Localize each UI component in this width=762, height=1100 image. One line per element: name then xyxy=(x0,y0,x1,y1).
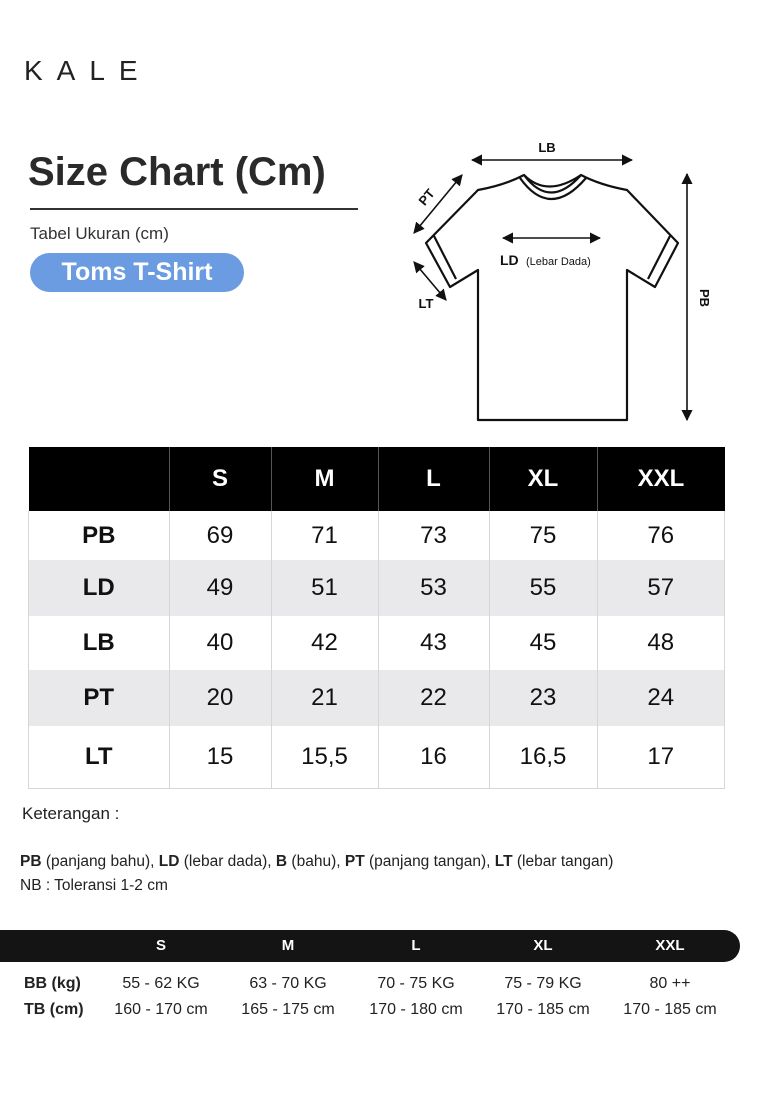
table-cell: 15 xyxy=(169,726,271,788)
row-label: LB xyxy=(29,616,170,670)
table-row xyxy=(29,511,725,560)
fit-cell: 55 - 62 KG xyxy=(122,975,200,992)
header-l: L xyxy=(378,447,489,511)
table-cell: 51 xyxy=(271,560,378,616)
table-cell: 49 xyxy=(169,560,271,616)
table-cell: 16,5 xyxy=(489,726,597,788)
ld-label: LD xyxy=(500,252,519,268)
table-row xyxy=(29,726,725,788)
table-cell: 71 xyxy=(271,511,378,560)
lb-label: LB xyxy=(538,140,556,155)
table-cell: 22 xyxy=(378,670,489,726)
tshirt-outline-icon xyxy=(426,175,678,420)
header-m: M xyxy=(271,447,378,511)
fit-row-height xyxy=(0,1001,762,1025)
fit-cell: 75 - 79 KG xyxy=(504,975,582,992)
table-row xyxy=(29,670,725,726)
size-table xyxy=(28,447,725,789)
table-cell: 45 xyxy=(489,616,597,670)
header-xxl: XXL xyxy=(597,447,725,511)
notes-legend xyxy=(20,850,613,898)
product-badge: Toms T-Shirt xyxy=(30,253,244,292)
notes-title: Keterangan : xyxy=(22,804,120,823)
fit-cell: 70 - 75 KG xyxy=(377,975,455,992)
fit-header-l: L xyxy=(411,937,421,954)
row-label: PB xyxy=(29,511,170,560)
abbreviation-line: PB (panjang bahu), LD (lebar dada), B (bahu), PT (panjang tangan), LT (lebar tangan) xyxy=(20,853,614,870)
ld-note: (Lebar Dada) xyxy=(526,256,591,268)
table-cell: 48 xyxy=(597,616,725,670)
fit-row-label: TB (cm) xyxy=(24,1001,84,1018)
header-blank xyxy=(29,447,170,511)
tshirt-diagram xyxy=(400,130,710,430)
page-title: Size Chart (Cm) xyxy=(28,150,326,194)
table-row xyxy=(29,616,725,670)
fit-row-label: BB (kg) xyxy=(24,975,81,992)
table-cell: 69 xyxy=(169,511,271,560)
table-cell: 17 xyxy=(597,726,725,788)
lt-arrow xyxy=(414,262,446,300)
row-label: LT xyxy=(29,726,170,788)
table-cell: 15,5 xyxy=(271,726,378,788)
fit-cell: 170 - 185 cm xyxy=(496,1001,590,1018)
size-table-header xyxy=(29,447,725,511)
row-label: PT xyxy=(29,670,170,726)
pt-label: PT xyxy=(415,185,438,209)
table-cell: 53 xyxy=(378,560,489,616)
header-xl: XL xyxy=(489,447,597,511)
table-cell: 40 xyxy=(169,616,271,670)
table-cell: 21 xyxy=(271,670,378,726)
fit-cell: 170 - 185 cm xyxy=(623,1001,717,1018)
tolerance-note: NB : Toleransi 1-2 cm xyxy=(20,877,168,894)
table-cell: 75 xyxy=(489,511,597,560)
table-cell: 43 xyxy=(378,616,489,670)
fit-cell: 80 ++ xyxy=(649,975,691,992)
fit-header-xl: XL xyxy=(533,937,553,954)
fit-cell: 160 - 170 cm xyxy=(114,1001,208,1018)
fit-cell: 165 - 175 cm xyxy=(241,1001,335,1018)
header-s: S xyxy=(169,447,271,511)
subtitle: Tabel Ukuran (cm) xyxy=(30,224,169,243)
pb-label: PB xyxy=(697,288,712,308)
table-cell: 55 xyxy=(489,560,597,616)
table-cell: 42 xyxy=(271,616,378,670)
table-cell: 23 xyxy=(489,670,597,726)
lt-label: LT xyxy=(418,296,434,311)
fit-header-m: M xyxy=(281,937,295,954)
brand-logo: KALE xyxy=(24,55,152,86)
fit-cell: 170 - 180 cm xyxy=(369,1001,463,1018)
fit-row-weight xyxy=(0,975,762,999)
table-cell: 76 xyxy=(597,511,725,560)
table-cell: 24 xyxy=(597,670,725,726)
table-cell: 73 xyxy=(378,511,489,560)
table-row xyxy=(29,560,725,616)
row-label: LD xyxy=(29,560,170,616)
fit-cell: 63 - 70 KG xyxy=(249,975,327,992)
table-cell: 16 xyxy=(378,726,489,788)
fit-header-s: S xyxy=(155,937,166,954)
fit-header-xxl: XXL xyxy=(655,937,685,954)
fit-table-header xyxy=(0,930,740,962)
title-divider xyxy=(30,208,358,210)
table-cell: 20 xyxy=(169,670,271,726)
table-cell: 57 xyxy=(597,560,725,616)
